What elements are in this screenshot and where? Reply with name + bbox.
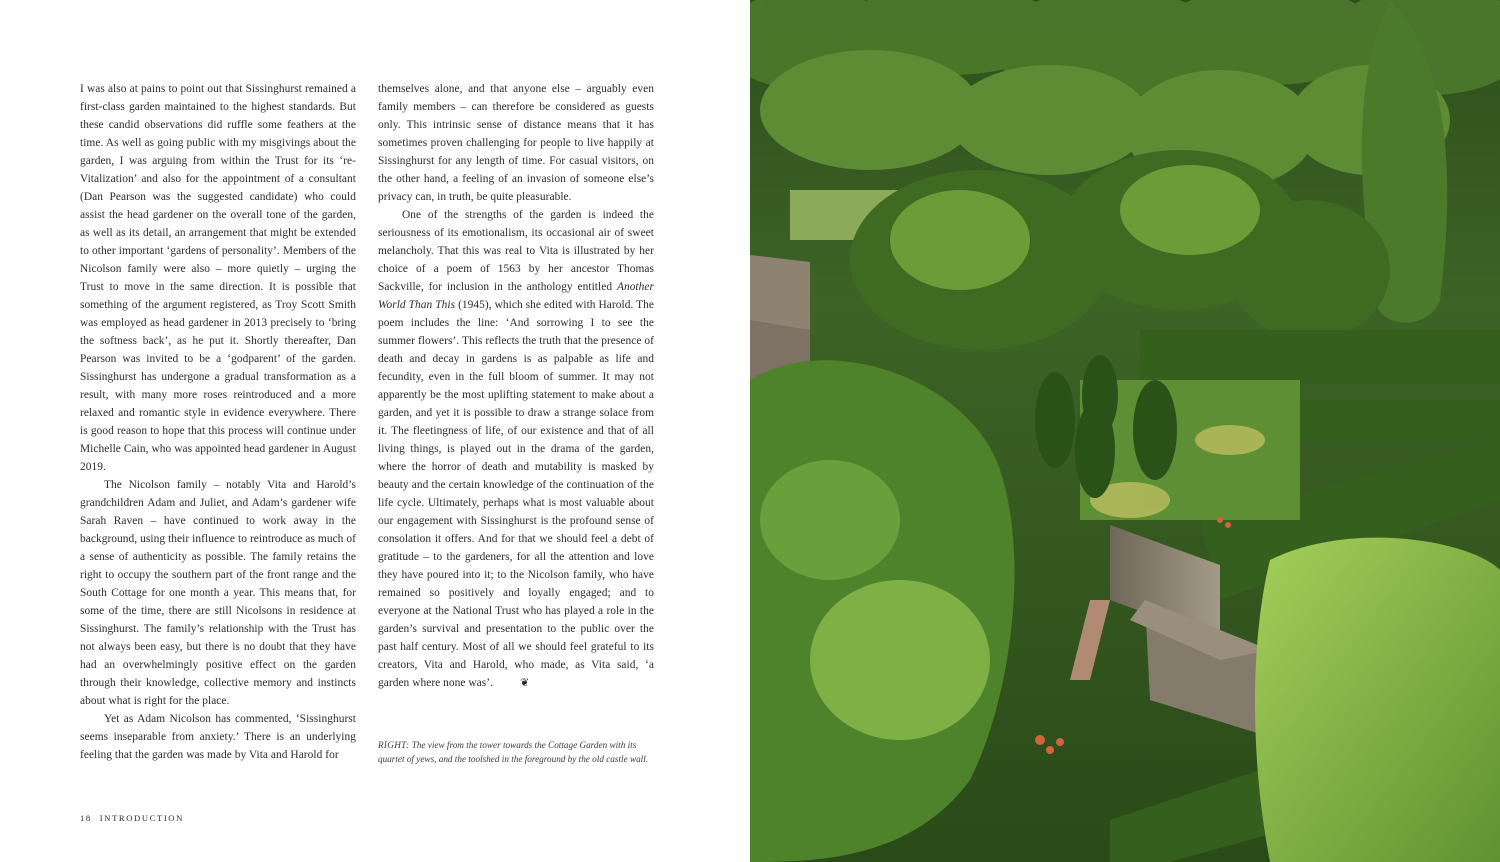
- text-column-2: [378, 80, 654, 692]
- page-folio: [80, 813, 184, 823]
- garden-photo: [750, 0, 1500, 862]
- text-column-1: [80, 80, 356, 764]
- paragraph-text: (1945), which she edited with Harold. The poem includes the line: ‘And sorrowing I to see the summer flowers’. This reflects the truth that the presence of death and decay in gardens is as palpable as life and fecundity, even in the full bloom of summer. It may not apparently be the most uplifting statement to make about a garden, and yet it is possible to draw a strange solace from it. The fleetingness of life, of our existence and that of all living things, is played out in the drama of the garden, where the horror of death and mutability is masked by beauty and the certain knowledge of the continuation of the life cycle. Ultimately, perhaps what is most valuable about our engagement with Sissinghurst is the profound sense of consolation it offers. And for that we should feel a debt of gratitude – to the gardeners, for all the attention and love they have poured into it; to the Nicolson family, who have remained so positively and loyally engaged; and to everyone at the National Trust who has played a role in the garden’s survival and presentation to the public over the past half century. Most of all we should feel grateful to its creators, Vita and Harold, who made, as Vita said, ‘a garden where none was’.: [378, 299, 654, 689]
- garden-photo-illustration: [750, 0, 1500, 862]
- book-title: Another World Than This: [378, 281, 654, 311]
- paragraph: I was also at pains to point out that Sissinghurst remained a first-class garden maintained to the highest standards. But these candid observations did ruffle some feathers at the time. As well as going public with my misgivings about the garden, I was arguing from within the Trust for its ‘re-Vitalization’ and also for the appointment of a consultant (Dan Pearson was the suggested candidate) who could assist the head gardener on the overall tone of the garden, as well as its detail, an arrangement that might be extended to other important ‘gardens of personality’. Members of the Nicolson family were also – more quietly – urging the Trust to move in the same direction. It is possible that something of the argument registered, as Troy Scott Smith was employed as head gardener in 2013 precisely to ‘bring the softness back’, as he put it. Shortly thereafter, Dan Pearson was invited to be a ‘godparent’ of the garden. Sissinghurst has undergone a gradual transformation as a result, with many more roses reintroduced and a more relaxed and romantic style in evidence everywhere. There is good reason to hope that this process will continue under Michelle Cain, who was appointed head gardener in August 2019.: [80, 83, 356, 473]
- paragraph: Yet as Adam Nicolson has commented, ‘Sissinghurst seems inseparable from anxiety.’ There is an underlying feeling that the garden was made by Vita and Harold for: [80, 713, 356, 761]
- paragraph: The Nicolson family – notably Vita and Harold’s grandchildren Adam and Juliet, and Adam’s gardener wife Sarah Raven – have continued to work away in the background, using their influence to reintroduce as much of a sense of authenticity as possible. The family retains the right to occupy the southern part of the front range and the South Cottage for one month a year. This means that, for some of the time, there are still Nicolsons in residence at Sissinghurst. The family’s relationship with the Trust has not always been easy, but there is no doubt that they have had an overwhelmingly positive effect on the garden through their knowledge, collective memory and instincts about what is right for the place.: [80, 479, 356, 707]
- end-ornament-icon: ❦: [520, 677, 530, 689]
- paragraph-text: One of the strengths of the garden is indeed the seriousness of its emotionalism, its occasional air of sweet melancholy. That this was real to Vita is illustrated by her choice of a poem of 1563 by her ancestor Thomas Sackville, for inclusion in the anthology entitled: [378, 209, 654, 293]
- caption-text: The view from the tower towards the Cottage Garden with its quartet of yews, and the toolshed in the foreground by the old castle wall.: [378, 740, 649, 764]
- paragraph: themselves alone, and that anyone else – arguably even family members – can therefore be considered as guests only. This intrinsic sense of distance means that it has sometimes proven challenging for people to live happily at Sissinghurst for any length of time. For casual visitors, on the other hand, a feeling of an invasion of someone else’s privacy can, in truth, be quite pleasurable.: [378, 83, 654, 203]
- section-title: INTRODUCTION: [99, 813, 184, 823]
- caption-lead: RIGHT:: [378, 740, 410, 750]
- photo-caption: [378, 738, 654, 766]
- page-number: 18: [80, 813, 92, 823]
- paragraph: [378, 206, 654, 692]
